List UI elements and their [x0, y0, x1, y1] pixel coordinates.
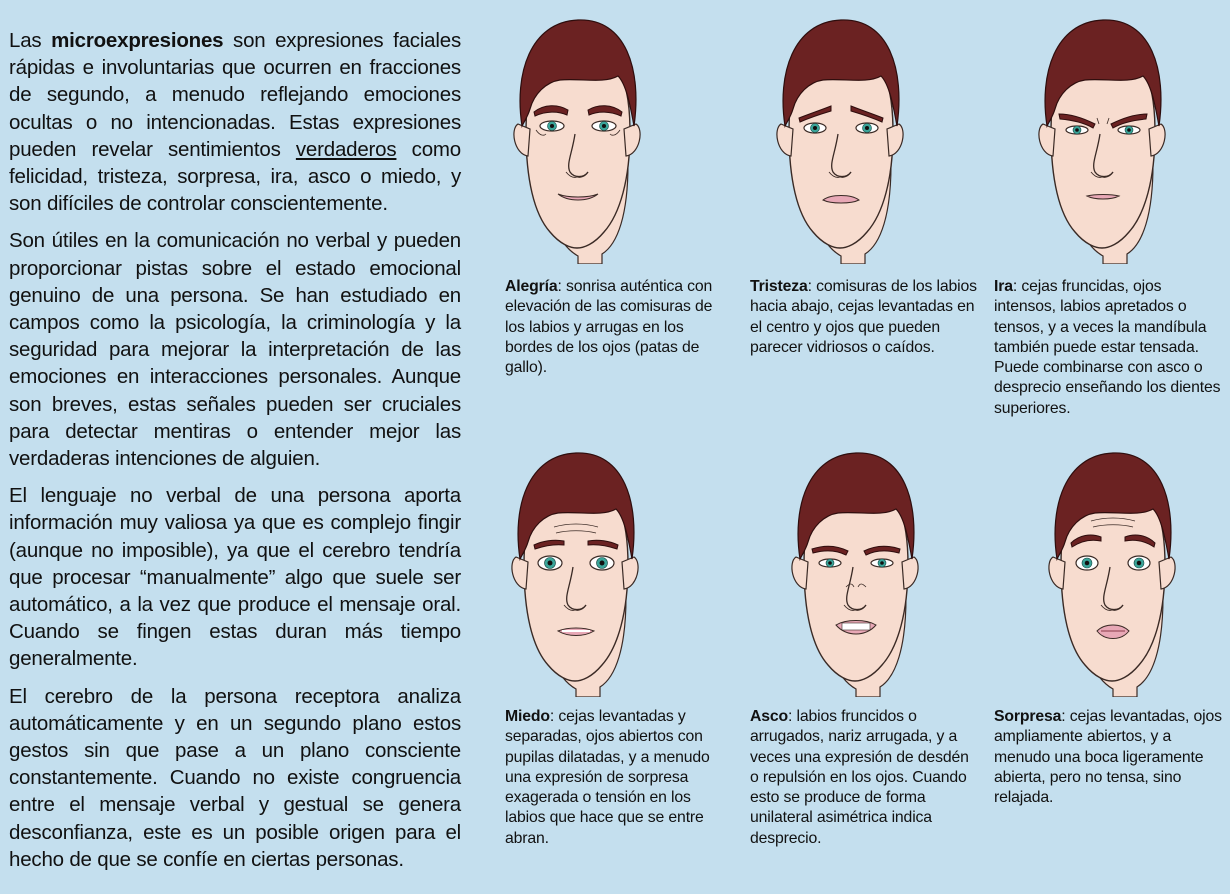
face-miedo [498, 447, 653, 697]
face-sorpresa [1035, 447, 1190, 697]
caption-miedo: Miedo: cejas levantadas y separadas, ojos abiertos con pupilas dilatadas, y a menudo una expresión de sorpresa exagerada o tensión en los labios que hace que se entre abran. [505, 708, 710, 847]
face-asco [778, 447, 933, 697]
keyword-microexpresiones: microexpresiones [51, 29, 224, 52]
keyword-verdaderos: verdaderos [295, 137, 397, 161]
face-ira [1025, 14, 1180, 264]
intro-paragraph-2: Son útiles en la comunicación no verbal y pueden proporcionar pistas sobre el estado emocional genuino de una persona. Se han estudiado en campos como la psicología, la criminología y la seguridad para mejorar la interpretación de las emociones en interacciones personales. Aunque son breves, estas señales pueden ser cruciales para detectar mentiras o entender mejor las verdaderas intenciones de alguien. [9, 229, 461, 471]
intro-paragraph-4: El cerebro de la persona receptora analiza automáticamente y en un segundo plano estos gestos sin que pase a un plano consciente constantemente. Cuando no existe congruencia entre el mensaje verbal y gestual se genera desconfianza, este es un posible origen para el hecho de que se confíe en ciertas personas. [9, 684, 461, 871]
intro-text [9, 27, 461, 883]
caption-ira: Ira: cejas fruncidas, ojos intensos, labios apretados o tensos, y a veces la mandíbula también puede estar tensada. Puede combinarse con asco o desprecio enseñando los dientes superiores. [994, 278, 1221, 417]
intro-paragraph-1: Las microexpresiones son expresiones faciales rápidas e involuntarias que ocurren en fracciones de segundo, a menudo reflejando emociones ocultas o no intencionadas. Estas expresiones pueden revelar sentimientos verdaderos como felicidad, tristeza, sorpresa, ira, asco o miedo, y son difíciles de controlar conscientemente. [9, 29, 462, 216]
caption-alegria: Alegría: sonrisa auténtica con elevación de las comisuras de los labios y arrugas en los bordes de los ojos (patas de gallo). [505, 278, 713, 377]
intro-paragraph-3: El lenguaje no verbal de una persona aporta información muy valiosa ya que es complejo fingir (aunque no imposible), ya que el cerebro tendría que procesar “manualmente” algo que suele ser automático, a la vez que produce el mensaje oral. Cuando se fingen estas duran más tiempo generalmente. [9, 484, 461, 671]
caption-asco: Asco: labios fruncidos o arrugados, nariz arrugada, y a veces una expresión de desdén o repulsión en los ojos. Cuando esto se produce de forma unilateral asimétrica indica desprecio. [750, 708, 969, 847]
caption-tristeza: Tristeza: comisuras de los labios hacia abajo, cejas levantadas en el centro y ojos que pueden parecer vidriosos o caídos. [750, 278, 977, 356]
face-alegria [500, 14, 655, 264]
caption-sorpresa: Sorpresa: cejas levantadas, ojos ampliamente abiertos, y a menudo una boca ligeramente abierta, pero no tensa, sino relajada. [994, 708, 1222, 807]
face-tristeza [763, 14, 918, 264]
